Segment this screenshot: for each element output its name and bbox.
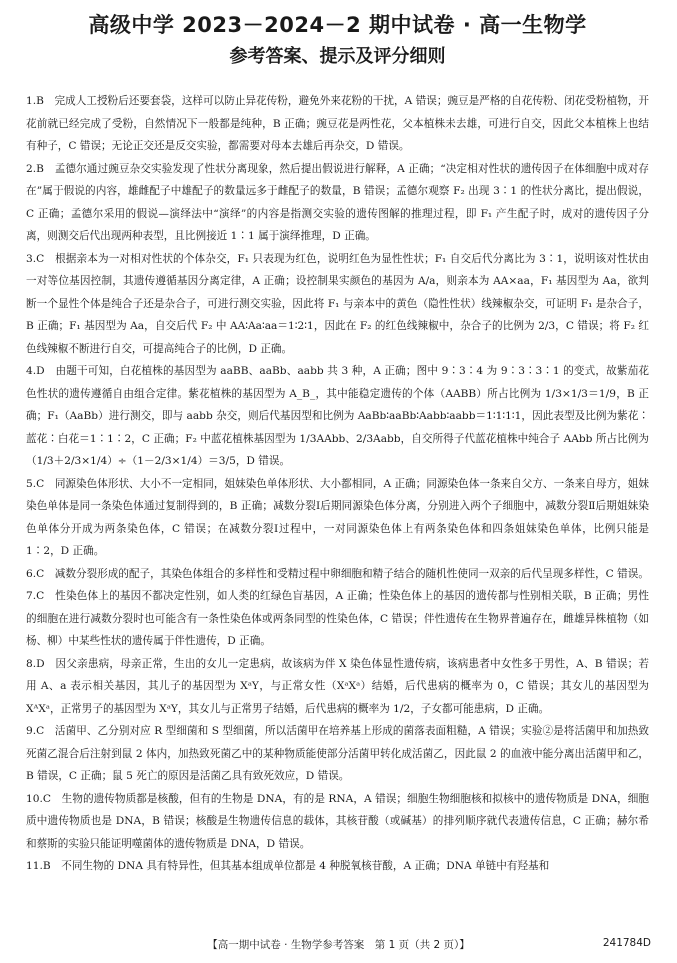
answer-item-1: 1.B 完成人工授粉后还要套袋，这样可以防止异花传粉，避免外来花粉的干扰，A 错误；豌豆是严格的自花传粉、闭花受粉植物，开花前就已经完成了受粉，自然情况下一般都是纯种，B 正确；豌豆花是两性花，父本植株未去雄，可进行自交，因此父本植株上也结有种子，C 错误；无论正交还是反交实验，都需要对母本去雄后再杂交，D 错误。 — [26, 95, 649, 152]
answer-item-5: 5.C 同源染色体形状、大小不一定相同，姐妹染色单体形状、大小都相同，A 正确；同源染色体一条来自父方、一条来自母方，姐妹染色单体是同一条染色体通过复制得到的，B 正确；减数分裂Ⅰ后期同源染色体分离，分别进入两个子细胞中，减数分裂Ⅱ后期姐妹染色单体分开成为两条染色体，C 错误；在减数分裂Ⅰ过程中，一对同源染色体上有两条染色体和四条姐妹染色单体，比例只能是 1∶2，D 正确。 — [26, 477, 649, 557]
page-footer — [0, 937, 677, 957]
answer-item-8: 8.D 因父亲患病，母亲正常，生出的女儿一定患病，故该病为伴 X 染色体显性遗传病，该病患者中女性多于男性，A、B 错误；若用 A、a 表示相关基因，其儿子的基因型为 XᵃY，与正常女性（XᵃXᵃ）结婚，后代患病的概率为 0，C 错误；其女儿的基因型为 XᴬXᵃ，正常男子的基因型为 XᵃY，其女儿与正常男子结婚，后代患病的概率为 1/2，子女都可能患病，D 正确。 — [26, 657, 649, 715]
footer-page-info: 【高一期中试卷 · 生物学参考答案 第 1 页（共 2 页）】 — [207, 939, 470, 951]
answer-item-6: 6.C 减数分裂形成的配子，其染色体组合的多样性和受精过程中卵细胞和精子结合的随机性使同一双亲的后代呈现多样性，C 错误。 — [26, 567, 649, 580]
page-subtitle: 参考答案、提示及评分细则 — [229, 46, 446, 67]
answer-item-9: 9.C 活菌甲、乙分别对应 R 型细菌和 S 型细菌，所以活菌甲在培养基上形成的菌落表面粗糙，A 错误；实验②是将活菌甲和加热致死菌乙混合后注射到鼠 2 体内，加热致死菌乙中的某种物质能使部分活菌甲转化成活菌乙，因此鼠 2 的血液中能分离出活菌甲和乙，B 错误，C 正确；鼠 5 死亡的原因是活菌乙具有致死效应，D 错误。 — [26, 725, 649, 782]
answer-list — [26, 90, 649, 878]
answer-item-3: 3.C 根据亲本为一对相对性状的个体杂交，F₁ 只表现为红色，说明红色为显性性状；F₁ 自交后代分离比为 3∶1，说明该对性状由一对等位基因控制，其遗传遵循基因分离定律，A 正确；设控制果实颜色的基因为 A/a，则亲本为 AA×aa，F₁ 基因型为 Aa，欲判断一个显性个体是纯合子还是杂合子，可进行测交实验，因此将 F₁ 与亲本中的黄色（隐性性状）线辣椒杂交，可证明 F₁ 是杂合子，B 正确；F₁ 基因型为 Aa，自交后代 F₂ 中 AA∶Aa∶aa＝1∶2∶1，因此在 F₂ 的红色线辣椒中，杂合子的比例为 2/3，C 错误；将 F₂ 红色线辣椒不断进行自交，可提高纯合子的比例，D 正确。 — [26, 252, 649, 355]
answer-item-11: 11.B 不同生物的 DNA 具有特异性，但其基本组成单位都是 4 种脱氧核苷酸，A 正确；DNA 单链中有羟基和 — [26, 860, 550, 872]
answer-item-2: 2.B 孟德尔通过豌豆杂交实验发现了性状分离现象，然后提出假说进行解释，A 正确；“决定相对性状的遗传因子在体细胞中成对存在”属于假说的内容，雄雌配子中雄配子的数量远多于雌配子的数量，B 错误；孟德尔观察 F₂ 出现 3∶1 的性状分离比，提出假说，C 正确；孟德尔采用的假说—演绎法中“演绎”的内容是指测交实验的遗传图解的推理过程，即 F₁ 产生配子时，成对的遗传因子分离，则测交后代出现两种表型，且比例接近 1∶1 属于演绎推理，D 正确。 — [26, 162, 649, 242]
answer-item-4: 4.D 由题干可知，白花植株的基因型为 aaBB、aaBb、aabb 共 3 种，A 正确；图中 9∶3∶4 为 9∶3∶3∶1 的变式，故紫茄花色性状的遗传遵循自由组合定律。紫花植株的基因型为 A_B_，其中能稳定遗传的个体（AABB）所占比例为 1/3×1/3＝1/9，B 正确；F₁（AaBb）进行测交，即与 aabb 杂交，则后代基因型和比例为 AaBb∶aaBb∶Aabb∶aabb＝1∶1∶1∶1，因此表型及比例为紫花∶蓝花∶白花＝1∶1∶2，C 正确；F₂ 中蓝花植株基因型为 1/3AAbb、2/3Aabb，自交所得子代蓝花植株中纯合子 AAbb 所占比例为（1/3＋2/3×1/4）÷（1－2/3×1/4）＝3/5，D 错误。 — [26, 365, 649, 467]
answer-item-7: 7.C 性染色体上的基因不都决定性别，如人类的红绿色盲基因，A 正确；性染色体上的基因的遗传都与性别相关联，B 正确；男性的细胞在进行减数分裂时也可能含有一条性染色体或两条同型的性染色体，C 错误；伴性遗传在生物界普遍存在，雌雄异株植物（如杨、柳）中某些性状的遗传属于伴性遗传，D 正确。 — [26, 590, 649, 647]
answer-item-10: 10.C 生物的遗传物质都是核酸，但有的生物是 DNA，有的是 RNA，A 错误；细胞生物细胞核和拟核中的遗传物质是 DNA，细胞质中遗传物质也是 DNA，B 错误；核酸是生物遗传信息的载体，其核苷酸（或碱基）的排列顺序就代表遗传信息，C 正确；赫尔希和蔡斯的实验只能证明噬菌体的遗传物质是 DNA，D 错误。 — [26, 792, 649, 850]
footer-doc-code: 241784D — [602, 937, 651, 949]
page-title: 高级中学 2023－2024－2 期中试卷 · 高一生物学 — [88, 13, 587, 37]
